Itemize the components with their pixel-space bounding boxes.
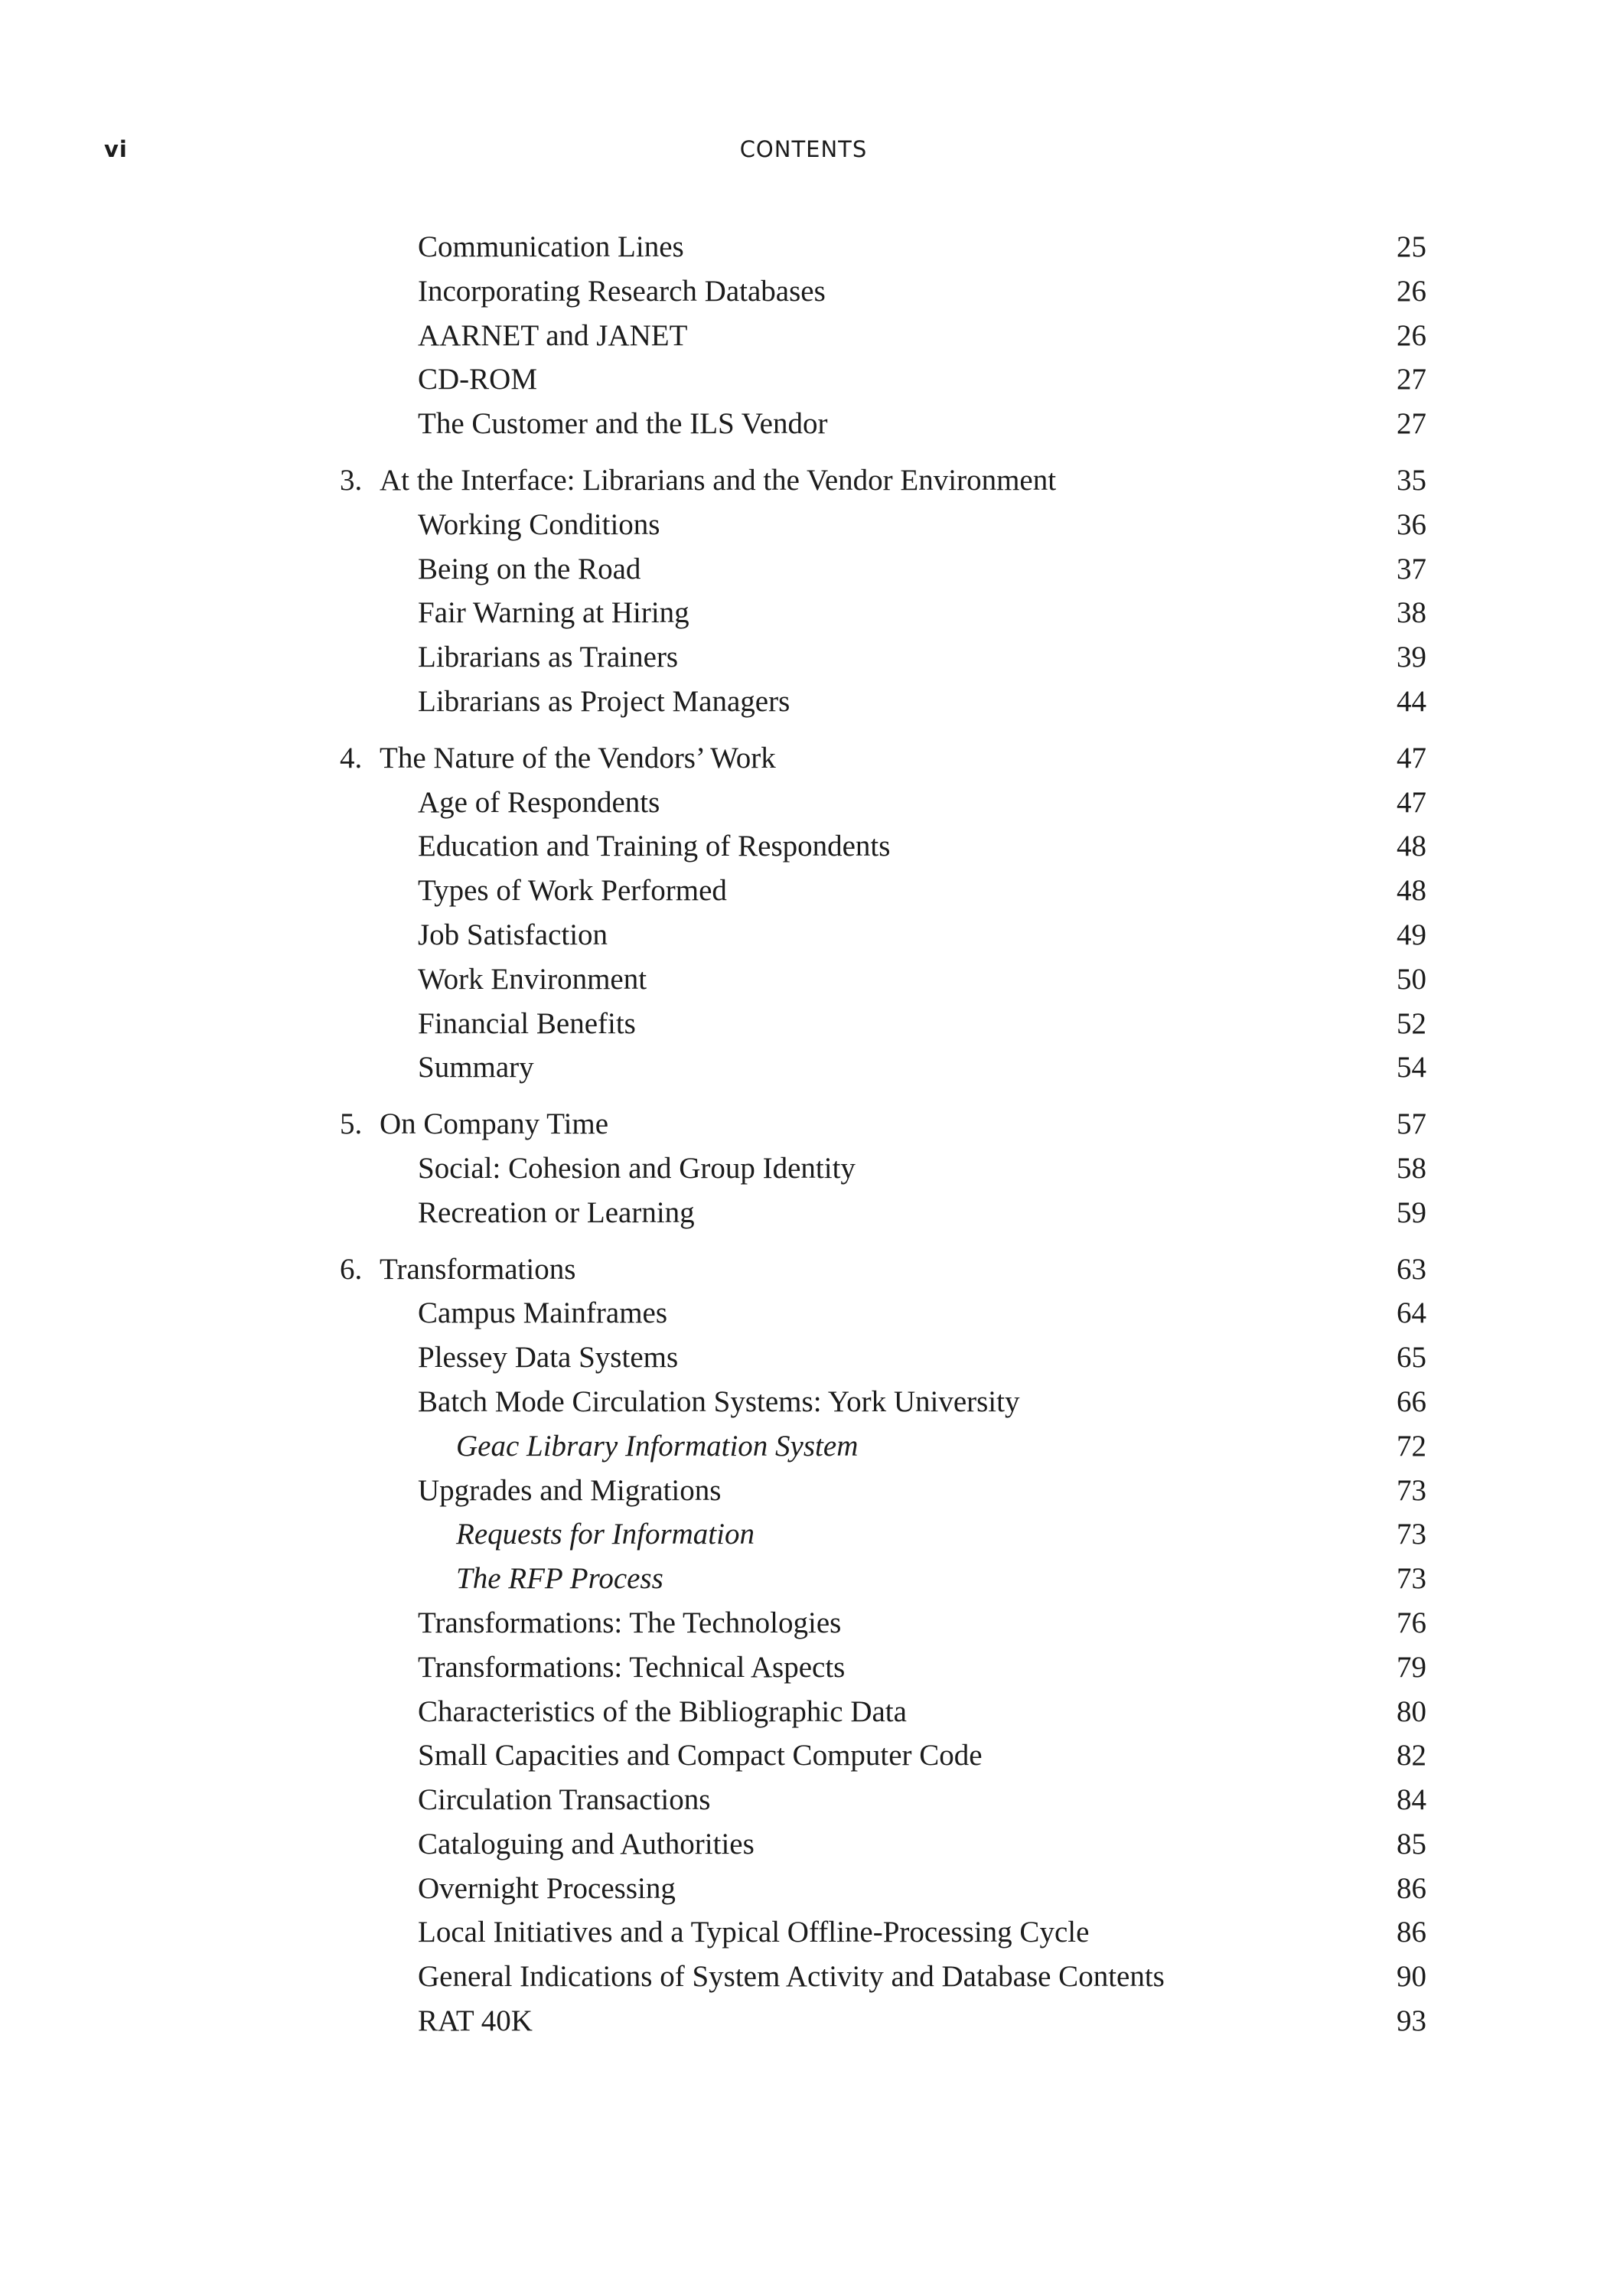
toc-entry-title: At the Interface: Librarians and the Vendor Environment — [380, 463, 1057, 497]
toc-entry-section — [0, 1690, 1607, 1734]
table-of-contents — [0, 225, 1607, 2056]
toc-entry-page-number: 76 — [1397, 1606, 1426, 1639]
toc-entry-title: Fair Warning at Hiring — [418, 596, 689, 630]
toc-entry-title: Social: Cohesion and Group Identity — [418, 1151, 856, 1185]
toc-entry-section — [0, 1999, 1607, 2043]
toc-entry-page-number: 37 — [1397, 552, 1426, 585]
toc-entry-section — [0, 1778, 1607, 1822]
toc-entry-title: Plessey Data Systems — [418, 1341, 679, 1375]
chapter-number: 6. — [340, 1252, 363, 1286]
toc-entry-title: AARNET and JANET — [418, 318, 688, 352]
toc-entry-page-number: 90 — [1397, 1960, 1426, 1994]
toc-entry-page-number: 72 — [1397, 1429, 1426, 1463]
toc-entry-page-number: 27 — [1397, 407, 1426, 441]
toc-entry-section — [0, 635, 1607, 680]
toc-entry-page-number: 65 — [1397, 1341, 1426, 1375]
toc-entry-section — [0, 869, 1607, 913]
toc-entry-section — [0, 1867, 1607, 1911]
toc-entry-page-number: 48 — [1397, 830, 1426, 863]
toc-entry-page-number: 73 — [1397, 1562, 1426, 1596]
toc-entry-page-number: 84 — [1397, 1783, 1426, 1817]
toc-entry-title: Campus Mainframes — [418, 1296, 668, 1330]
toc-entry-page-number: 25 — [1397, 230, 1426, 263]
toc-entry-title: Financial Benefits — [418, 1006, 636, 1040]
toc-entry-page-number: 85 — [1397, 1827, 1426, 1861]
toc-entry-chapter — [0, 458, 1607, 503]
toc-entry-title: Characteristics of the Bibliographic Data — [418, 1694, 907, 1728]
toc-entry-section — [0, 402, 1607, 446]
toc-entry-title: Local Initiatives and a Typical Offline-Processing Cycle — [418, 1916, 1090, 1949]
toc-entry-page-number: 93 — [1397, 2004, 1426, 2038]
toc-entry-section — [0, 1955, 1607, 1999]
toc-entry-title: Age of Respondents — [418, 785, 660, 819]
toc-entry-page-number: 58 — [1397, 1151, 1426, 1185]
toc-entry-page-number: 73 — [1397, 1518, 1426, 1551]
toc-entry-page-number: 79 — [1397, 1650, 1426, 1684]
toc-entry-title: Upgrades and Migrations — [418, 1473, 722, 1507]
toc-entry-title: The Customer and the ILS Vendor — [418, 407, 828, 441]
toc-entry-section — [0, 591, 1607, 635]
toc-entry-page-number: 64 — [1397, 1296, 1426, 1330]
toc-entry-page-number: 39 — [1397, 641, 1426, 674]
toc-entry-title: Librarians as Trainers — [418, 641, 679, 674]
toc-entry-section — [0, 1469, 1607, 1513]
toc-entry-page-number: 38 — [1397, 596, 1426, 630]
toc-entry-page-number: 66 — [1397, 1384, 1426, 1418]
toc-entry-page-number: 57 — [1397, 1107, 1426, 1141]
toc-entry-page-number: 48 — [1397, 874, 1426, 908]
chapter-number: 3. — [340, 463, 363, 497]
toc-entry-section — [0, 1336, 1607, 1380]
toc-entry-page-number: 86 — [1397, 1871, 1426, 1905]
toc-entry-chapter — [0, 1102, 1607, 1146]
toc-entry-title: Job Satisfaction — [418, 918, 608, 951]
toc-entry-title: Summary — [418, 1051, 534, 1084]
toc-entry-section — [0, 913, 1607, 957]
toc-entry-section — [0, 547, 1607, 592]
toc-entry-page-number: 52 — [1397, 1006, 1426, 1040]
toc-entry-title: Recreation or Learning — [418, 1195, 695, 1229]
toc-entry-title: Types of Work Performed — [418, 874, 727, 908]
toc-entry-section — [0, 1291, 1607, 1336]
toc-entry-section — [0, 1910, 1607, 1955]
toc-entry-section — [0, 1380, 1607, 1424]
toc-entry-subsection — [0, 1424, 1607, 1469]
toc-entry-title: Transformations: The Technologies — [418, 1606, 842, 1639]
toc-entry-section — [0, 314, 1607, 358]
page-header — [0, 136, 1607, 174]
toc-entry-section — [0, 1002, 1607, 1046]
toc-entry-page-number: 26 — [1397, 274, 1426, 308]
toc-entry-page-number: 35 — [1397, 463, 1426, 497]
toc-entry-page-number: 54 — [1397, 1051, 1426, 1084]
toc-entry-subsection — [0, 1557, 1607, 1601]
toc-entry-page-number: 36 — [1397, 507, 1426, 541]
toc-entry-section — [0, 357, 1607, 402]
toc-entry-title: Cataloguing and Authorities — [418, 1827, 755, 1861]
toc-entry-section — [0, 1822, 1607, 1867]
toc-entry-title: Small Capacities and Compact Computer Code — [418, 1739, 983, 1773]
page-number: vi — [104, 136, 128, 162]
toc-group — [0, 225, 1607, 446]
toc-entry-title: Education and Training of Respondents — [418, 830, 891, 863]
toc-entry-section — [0, 1733, 1607, 1778]
running-head: CONTENTS — [739, 136, 868, 162]
toc-entry-chapter — [0, 736, 1607, 781]
toc-entry-title: General Indications of System Activity and Database Contents — [418, 1960, 1165, 1994]
toc-group — [0, 1102, 1607, 1234]
toc-entry-page-number: 82 — [1397, 1739, 1426, 1773]
toc-entry-title: Requests for Information — [456, 1518, 755, 1551]
toc-entry-title: Overnight Processing — [418, 1871, 676, 1905]
toc-entry-page-number: 27 — [1397, 363, 1426, 396]
toc-entry-section — [0, 1601, 1607, 1645]
toc-entry-section — [0, 225, 1607, 269]
toc-entry-page-number: 47 — [1397, 785, 1426, 819]
toc-entry-title: RAT 40K — [418, 2004, 533, 2038]
toc-entry-page-number: 63 — [1397, 1252, 1426, 1286]
toc-entry-page-number: 49 — [1397, 918, 1426, 951]
toc-entry-section — [0, 1645, 1607, 1690]
toc-entry-title: Circulation Transactions — [418, 1783, 711, 1817]
toc-group — [0, 458, 1607, 724]
toc-entry-section — [0, 269, 1607, 314]
toc-entry-title: Batch Mode Circulation Systems: York University — [418, 1384, 1020, 1418]
toc-group — [0, 736, 1607, 1090]
toc-entry-title: Working Conditions — [418, 507, 660, 541]
toc-entry-page-number: 50 — [1397, 962, 1426, 996]
toc-entry-chapter — [0, 1247, 1607, 1292]
toc-entry-section — [0, 824, 1607, 869]
toc-entry-title: Transformations: Technical Aspects — [418, 1650, 846, 1684]
toc-entry-title: The RFP Process — [456, 1562, 663, 1596]
toc-entry-page-number: 44 — [1397, 684, 1426, 718]
toc-entry-section — [0, 781, 1607, 825]
toc-entry-page-number: 59 — [1397, 1195, 1426, 1229]
toc-entry-section — [0, 1146, 1607, 1191]
toc-entry-page-number: 47 — [1397, 741, 1426, 775]
toc-entry-title: Incorporating Research Databases — [418, 274, 826, 308]
toc-entry-title: Communication Lines — [418, 230, 684, 263]
toc-entry-page-number: 73 — [1397, 1473, 1426, 1507]
toc-entry-section — [0, 503, 1607, 547]
toc-entry-title: The Nature of the Vendors’ Work — [380, 741, 776, 775]
toc-entry-page-number: 80 — [1397, 1694, 1426, 1728]
toc-entry-section — [0, 1191, 1607, 1235]
toc-entry-subsection — [0, 1512, 1607, 1557]
toc-entry-title: Librarians as Project Managers — [418, 684, 790, 718]
toc-entry-title: CD-ROM — [418, 363, 538, 396]
chapter-number: 4. — [340, 741, 363, 775]
toc-entry-page-number: 86 — [1397, 1916, 1426, 1949]
chapter-number: 5. — [340, 1107, 363, 1141]
toc-entry-title: On Company Time — [380, 1107, 609, 1141]
toc-entry-title: Work Environment — [418, 962, 647, 996]
toc-entry-page-number: 26 — [1397, 318, 1426, 352]
toc-entry-section — [0, 1045, 1607, 1090]
toc-group — [0, 1247, 1607, 2043]
toc-entry-title: Geac Library Information System — [456, 1429, 859, 1463]
toc-entry-title: Being on the Road — [418, 552, 641, 585]
toc-entry-section — [0, 957, 1607, 1002]
toc-entry-title: Transformations — [380, 1252, 576, 1286]
toc-entry-section — [0, 680, 1607, 724]
